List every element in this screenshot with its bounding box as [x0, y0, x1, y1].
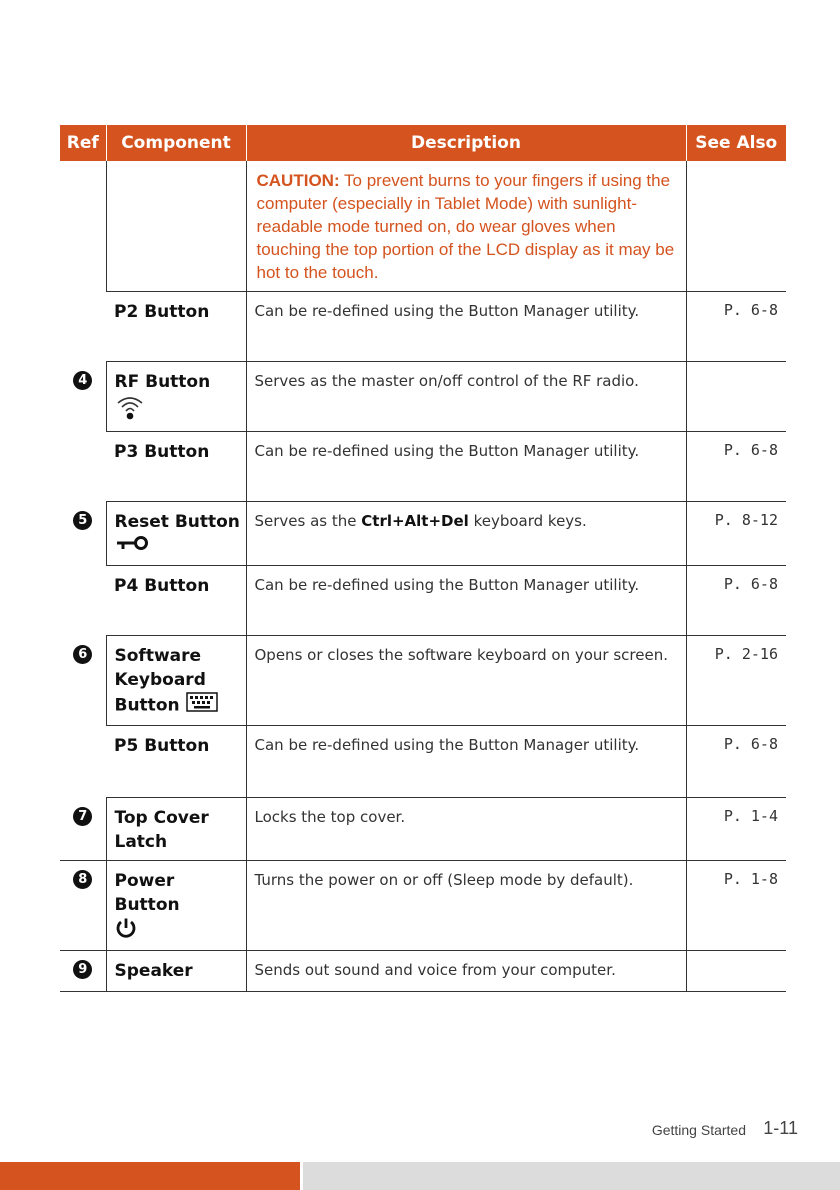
power-icon [115, 917, 137, 946]
component-cell [106, 161, 246, 292]
ref-cell [60, 861, 106, 951]
description-text: Serves as the master on/off control of the RF radio. [254, 372, 639, 390]
ref-cell [60, 161, 106, 362]
component-cell [106, 798, 246, 861]
description-cell [246, 362, 686, 432]
component-cell [106, 502, 246, 566]
description-text: Locks the top cover. [254, 808, 406, 826]
component-name-line: Latch [114, 832, 168, 852]
table-row [60, 798, 786, 861]
component-name-line: Top Cover [114, 808, 209, 828]
ref-cell [60, 951, 106, 992]
table-row [60, 951, 786, 992]
see-also-link[interactable]: P. 8-12 [714, 511, 778, 529]
see-also-cell [686, 861, 786, 951]
key-icon [115, 534, 149, 559]
keyboard-icon [186, 692, 218, 719]
component-name: P2 Button [114, 302, 210, 322]
table-row [60, 161, 786, 292]
see-also-cell [686, 362, 786, 432]
ref-number: 9 [73, 960, 92, 979]
table-row [60, 432, 786, 502]
see-also-link[interactable]: P. 2-16 [714, 645, 778, 663]
table-row [60, 861, 786, 951]
description-cell [246, 292, 686, 362]
component-cell [106, 292, 246, 362]
table-row [60, 502, 786, 566]
description-cell [246, 432, 686, 502]
ref-number: 4 [73, 371, 92, 390]
header-description: Description [246, 125, 686, 161]
see-also-link[interactable]: P. 6-8 [723, 301, 778, 319]
see-also-link[interactable]: P. 1-8 [723, 870, 778, 888]
see-also-link[interactable]: P. 6-8 [723, 575, 778, 593]
ref-cell [60, 362, 106, 502]
see-also-cell [686, 161, 786, 292]
footer-page-number: 1-11 [763, 1118, 798, 1138]
component-name: Reset Button [114, 512, 240, 532]
component-name-line: Keyboard [114, 670, 206, 690]
description-cell [246, 726, 686, 798]
description-text: keyboard keys. [468, 512, 587, 530]
description-text: Turns the power on or off (Sleep mode by default). [254, 871, 634, 889]
caution-label: CAUTION: [256, 171, 340, 190]
component-cell [106, 566, 246, 636]
table-row [60, 726, 786, 798]
ref-cell [60, 798, 106, 861]
ref-number: 7 [73, 807, 92, 826]
table-row [60, 636, 786, 726]
component-name-line: Button [114, 695, 180, 716]
components-table [60, 125, 786, 992]
component-name: Speaker [114, 961, 193, 981]
see-also-link[interactable]: P. 1-4 [723, 807, 778, 825]
caution-cell [246, 161, 686, 292]
footer-accent-bar [0, 1162, 300, 1190]
component-name: P3 Button [114, 442, 210, 462]
see-also-cell [686, 636, 786, 726]
ref-number: 5 [73, 511, 92, 530]
see-also-cell [686, 951, 786, 992]
description-text: Serves as the [254, 512, 362, 530]
table-header-row [60, 125, 786, 161]
component-cell [106, 726, 246, 798]
header-component: Component [106, 125, 246, 161]
component-cell [106, 636, 246, 726]
keyboard-shortcut: Ctrl+Alt+Del [361, 512, 469, 530]
component-name-line: Software [114, 646, 202, 666]
description-cell [246, 636, 686, 726]
table-row [60, 292, 786, 362]
description-cell [246, 951, 686, 992]
see-also-cell [686, 798, 786, 861]
footer-gray-bar [303, 1162, 840, 1190]
header-see-also: See Also [686, 125, 786, 161]
ref-number: 8 [73, 870, 92, 889]
component-name: Power Button [114, 871, 180, 915]
component-name: P4 Button [114, 576, 210, 596]
description-text: Opens or closes the software keyboard on your screen. [254, 646, 668, 664]
component-cell [106, 362, 246, 432]
component-name: RF Button [114, 372, 211, 392]
component-cell [106, 432, 246, 502]
ref-number: 6 [73, 645, 92, 664]
see-also-cell [686, 292, 786, 362]
description-cell [246, 502, 686, 566]
description-text: Can be re-defined using the Button Manager utility. [254, 736, 640, 754]
component-cell [106, 951, 246, 992]
description-cell [246, 566, 686, 636]
description-cell [246, 798, 686, 861]
wireless-signal-icon [115, 394, 145, 427]
component-cell [106, 861, 246, 951]
description-text: Can be re-defined using the Button Manager utility. [254, 302, 640, 320]
see-also-cell [686, 432, 786, 502]
see-also-cell [686, 566, 786, 636]
description-text: Can be re-defined using the Button Manager utility. [254, 576, 640, 594]
see-also-cell [686, 502, 786, 566]
caution-text: To prevent burns to your fingers if using the computer (especially in Tablet Mode) with sunlight-readable mode turned on, do wear gloves when touching the top portion of the LCD display as it may be hot to the touch. [256, 171, 675, 282]
ref-cell [60, 636, 106, 798]
see-also-link[interactable]: P. 6-8 [723, 735, 778, 753]
component-name: P5 Button [114, 736, 210, 756]
description-text: Can be re-defined using the Button Manager utility. [254, 442, 640, 460]
description-cell [246, 861, 686, 951]
footer-section-title: Getting Started [651, 1122, 746, 1138]
header-ref: Ref [60, 125, 106, 161]
see-also-link[interactable]: P. 6-8 [723, 441, 778, 459]
table-row [60, 362, 786, 432]
description-text: Sends out sound and voice from your computer. [254, 961, 616, 979]
ref-cell [60, 502, 106, 636]
table-row [60, 566, 786, 636]
see-also-cell [686, 726, 786, 798]
